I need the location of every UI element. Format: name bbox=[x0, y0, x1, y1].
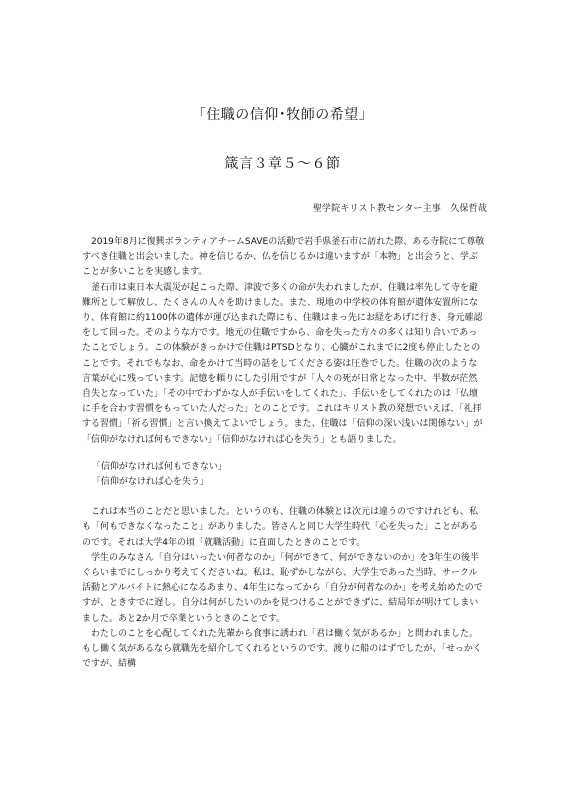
paragraph: 釜石市は東日本大震災が起こった際、津波で多くの命が失われましたが、住職は率先して寺を避難所として解放し、たくさんの人々を助けました。また、現地の中学校の体育館が遺体安置所になり、体育館に約1100体の遺体が運び込まれた際にも、住職はまっ先にお経をあげに行き、身元確認をして回った。そのような方です。地元の住職ですから、命を失った方々の多くは知り合いであったことでしょう。この体験がきっかけで住職はPTSDとなり、心臓がこれまでに2度も停止したとのことです。それでもなお、命をかけて当時の話をしてくださる姿は圧巻でした。住職の次のような言葉が心に残っています。記憶を頼りにした引用ですが「人々の死が日常となった中、半数が茫然自失となっていた」「その中でわずかな人が手伝いをしてくれた」、手伝いをしてくれたのは「仏壇に手を合わす習慣をもっていた人だった」とのことです。これはキリスト教の発想でいえば、「礼拝する習慣」「祈る習慣」と言い換えてよいでしょう。また、住職は「信仰の深い浅いは関係ない」が「信仰がなければ何もできない」「信仰がなければ心を失う」とも語りました。 bbox=[82, 282, 483, 445]
quote-line: 「信仰がなければ何もできない」 bbox=[91, 461, 227, 472]
quote-block bbox=[82, 460, 486, 490]
paragraph: 学生のみなさん「自分はいったい何者なのか」「何ができて、何ができないのか」を3年生の後半ぐらいまでにしっかり考えてくださいね。私は、恥ずかしながら、大学生であった当時、サークル活動とアルバイトに熱心になるあまり、4年生になってから「自分が何者なのか」を考え始めたのですが、ときすでに遅し。自分は何がしたいのかを見つけることができずに、結局年が明けてしまいました。あと2か月で卒業というときのことです。 bbox=[82, 552, 483, 624]
document-body bbox=[82, 235, 486, 672]
paragraph: 2019年8月に復興ボランティアチームSAVEの活動で岩手県釜石市に訪れた際、ある寺院にて尊敬すべき住職と出会いました。神を信じるか、仏を信じるかは違いますが「本物」と出会うと、学ぶことが多いことを実感します。 bbox=[82, 237, 485, 278]
paragraph: わたしのことを心配してくれた先輩から食事に誘われ「君は働く気があるか」と問われました。もし働く気があるなら就職先を紹介してくれるというのです。渡りに船のはずでしたが、「せっかくですが、結構 bbox=[82, 628, 482, 670]
quote-line: 「信仰がなければ心を失う」 bbox=[91, 477, 209, 488]
author-line: 聖学院キリスト教センター主事 久保哲哉 bbox=[312, 204, 487, 214]
scripture-reference: 箴言３章５〜６節 bbox=[224, 156, 341, 172]
paragraph: これは本当のことだと思いました。というのも、住職の体験とは次元は違うのですけれども、私も「何もできなくなったこと」がありました。皆さんと同じ大学生時代「心を失った」ことがあるのです。それは大学4年の頃「就職活動」に直面したときのことです。 bbox=[82, 507, 479, 548]
document-title: 「住職の信仰･牧師の希望」 bbox=[191, 107, 374, 123]
